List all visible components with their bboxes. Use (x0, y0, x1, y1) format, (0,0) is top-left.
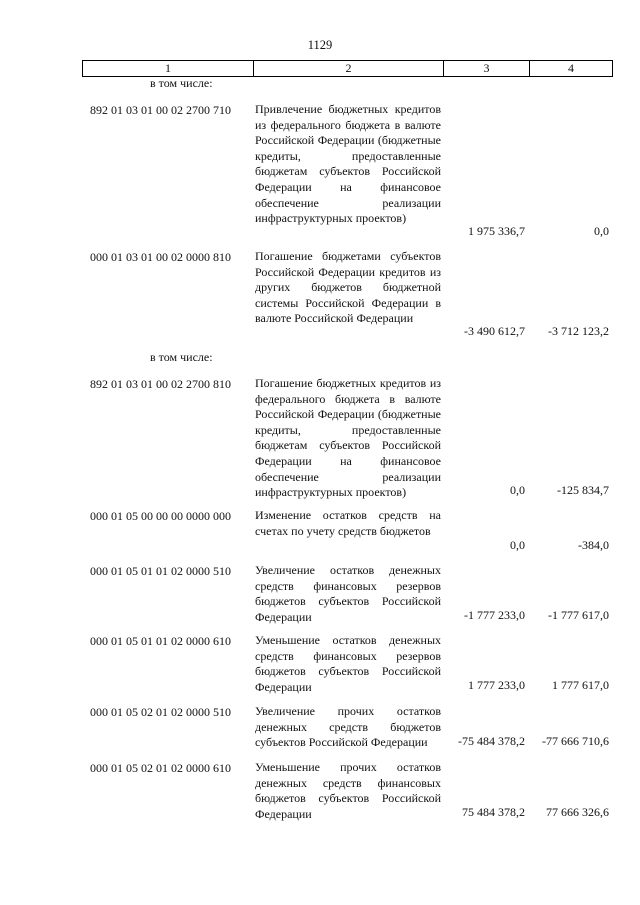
row-description: Уменьшение прочих остатков денежных средств финансовых бюджетов субъектов Российской Федерации (255, 760, 441, 821)
header-col-3: 3 (444, 61, 530, 76)
budget-code: 000 01 05 01 01 02 0000 510 (90, 564, 231, 578)
budget-code: 000 01 05 02 01 02 0000 610 (90, 761, 231, 775)
budget-code: 000 01 05 01 01 02 0000 610 (90, 634, 231, 648)
value-col-4: 0,0 (594, 224, 609, 238)
budget-code: 000 01 05 02 01 02 0000 510 (90, 705, 231, 719)
value-col-3: 0,0 (510, 483, 525, 497)
row-description: Увеличение остатков денежных средств финансовых резервов бюджетов субъектов Российской Федерации (255, 563, 441, 624)
including-label: в том числе: (150, 76, 213, 90)
value-col-4: -3 712 123,2 (548, 324, 609, 338)
budget-code: 892 01 03 01 00 02 2700 810 (90, 377, 231, 391)
row-description: Увеличение прочих остатков денежных средств бюджетов субъектов Российской Федерации (255, 704, 441, 750)
value-col-3: -1 777 233,0 (464, 608, 525, 622)
value-col-3: 0,0 (510, 538, 525, 552)
value-col-4: 77 666 326,6 (546, 805, 609, 819)
value-col-4: -384,0 (578, 538, 609, 552)
header-col-2: 2 (254, 61, 444, 76)
row-description: Привлечение бюджетных кредитов из федерального бюджета в валюте Российской Федерации (бюджетные кредиты, предоставленные бюджетам субъектов Российской Федерации на финансовое обеспечение реализации инфраструктурных проектов) (255, 102, 441, 226)
value-col-3: 1 777 233,0 (468, 678, 525, 692)
budget-code: 000 01 03 01 00 02 0000 810 (90, 250, 231, 264)
row-description: Погашение бюджетами субъектов Российской Федерации кредитов из других бюджетов бюджетной системы Российской Федерации в валюте Российской Федерации (255, 249, 441, 326)
header-col-1: 1 (83, 61, 254, 76)
value-col-3: -75 484 378,2 (458, 734, 525, 748)
page-number: 1129 (307, 38, 333, 52)
value-col-4: -77 666 710,6 (542, 734, 609, 748)
value-col-4: -125 834,7 (557, 483, 609, 497)
header-col-4: 4 (568, 61, 574, 75)
value-col-3: -3 490 612,7 (464, 324, 525, 338)
row-description: Изменение остатков средств на счетах по учету средств бюджетов (255, 508, 441, 538)
value-col-3: 1 975 336,7 (468, 224, 525, 238)
value-col-3: 75 484 378,2 (462, 805, 525, 819)
row-description: Уменьшение остатков денежных средств финансовых резервов бюджетов субъектов Российской Федерации (255, 633, 441, 694)
value-col-4: -1 777 617,0 (548, 608, 609, 622)
value-col-4: 1 777 617,0 (552, 678, 609, 692)
row-description: Погашение бюджетных кредитов из федерального бюджета в валюте Российской Федерации (бюджетные кредиты, предоставленные бюджетам субъектов Российской Федерации на финансовое обеспечение реализации инфраструктурных проектов) (255, 376, 441, 500)
including-label: в том числе: (150, 350, 213, 364)
budget-code: 892 01 03 01 00 02 2700 710 (90, 103, 231, 117)
budget-code: 000 01 05 00 00 00 0000 000 (90, 509, 231, 523)
